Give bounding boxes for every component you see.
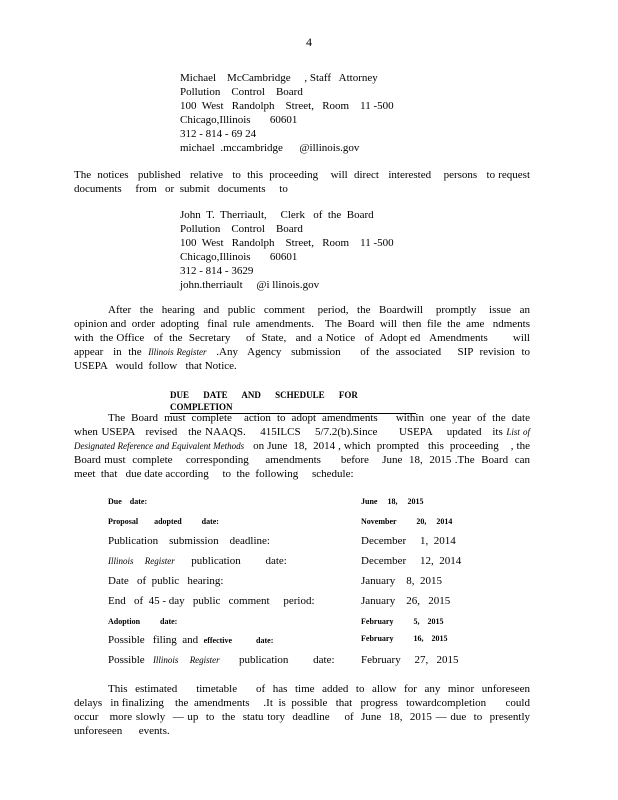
schedule-label: Due date: [108,497,148,506]
paragraph-after-hearing [74,303,539,373]
contact-org: Pollution Control Board [180,86,303,98]
schedule-label-text: Possible [108,654,153,666]
schedule-label: Proposal adopted date: [108,517,219,526]
schedule-row [108,517,508,537]
schedule-label-text: Possible filing and [108,634,204,646]
schedule-label: Adoption date: [108,617,178,626]
italic-list-title: List of Designated Reference and Equivalent Methods [74,427,533,451]
contact-email: michael .mccambridge @illinois.gov [180,142,360,154]
schedule-row [108,634,508,654]
paragraph-board-must [74,411,536,481]
italic-illinois-register: Illinois Register [108,556,175,566]
schedule-value: February 16, 2015 [361,634,448,643]
paragraph-text: This estimated timetable of has time added to allow for any minor unforeseen delays in finalizing the amendments .It is possible that progress towardcompletion could occur more slowly — up to the statu tory deadline of June 18, 2015 — due to presently unforeseen events. [74,683,544,737]
contact-city: Chicago,Illinois 60601 [180,114,298,126]
schedule-row [108,497,508,517]
schedule-label-text: effective date: [203,636,274,645]
italic-illinois-register: Illinois Register [152,655,220,665]
contact-street: 100 West Randolph Street, Room 11 -500 [180,237,394,249]
contact-org: Pollution Control Board [180,223,303,235]
schedule-row [108,575,508,595]
section-heading: DUE DATE AND SCHEDULE FOR COMPLETION [170,389,416,414]
contact-city: Chicago,Illinois 60601 [180,251,298,263]
contact-email: john.therriault @i llinois.gov [180,279,320,291]
contact-phone: 312 - 814 - 69 24 [180,128,257,140]
schedule-value: June 18, 2015 [361,497,424,506]
paragraph-notices: The notices published relative to this proceeding will direct interested persons to request documents from or submit documents to [74,169,533,195]
schedule-label-text: publication date: [174,555,287,567]
paragraph-text: .Any Agency submission of the associated SIP revision to USEPA would follow that Notice. [74,346,536,372]
schedule-row [108,535,508,555]
contact-block-clerk [180,208,394,292]
schedule-value: December 12, 2014 [361,555,462,567]
contact-block-attorney [180,71,394,155]
page-number: 4 [306,35,312,49]
schedule-label [108,555,287,567]
schedule-row [108,555,508,575]
schedule-row [108,595,508,615]
contact-street: 100 West Randolph Street, Room 11 -500 [180,100,394,112]
schedule-label [108,634,273,646]
schedule-value: February 5, 2015 [361,617,444,626]
contact-phone: 312 - 814 - 3629 [180,265,254,277]
contact-name: Michael McCambridge , Staff Attorney [180,72,378,84]
schedule-label: Publication submission deadline: [108,535,270,547]
paragraph-text: After the hearing and public comment period, the Boardwill promptly issue an opinion and order adopting final rule amendments. The Board will then file the ame ndments with the Office of the Secretary of State, and a Notice of Adopt ed Amendments will appear in the [74,304,539,358]
schedule-label-text: publication date: [219,654,335,666]
schedule-value: January 8, 2015 [361,575,442,587]
schedule-row [108,654,508,674]
paragraph-text: on June 18, 2014 , which prompted this proceeding , the Board must complete corresponding amendments before June 18, 2015 .The Board can meet that due date according to the following schedule: [74,440,536,480]
paragraph-text: The Board must complete action to adopt amendments within one year of the date when USEPA revised the NAAQS. 415ILCS 5/7.2(b).Since USEPA updated its [74,412,536,438]
schedule-label: Date of public hearing: [108,575,224,587]
schedule-value: January 26, 2015 [361,595,451,607]
schedule-value: December 1, 2014 [361,535,456,547]
schedule-value: November 20, 2014 [361,517,453,526]
contact-name: John T. Therriault, Clerk of the Board [180,209,374,221]
schedule-label [108,654,335,666]
schedule-value: February 27, 2015 [361,654,459,666]
schedule-label: End of 45 - day public comment period: [108,595,315,607]
paragraph-estimated-timetable [74,682,544,738]
italic-illinois-register: Illinois Register [148,347,207,357]
